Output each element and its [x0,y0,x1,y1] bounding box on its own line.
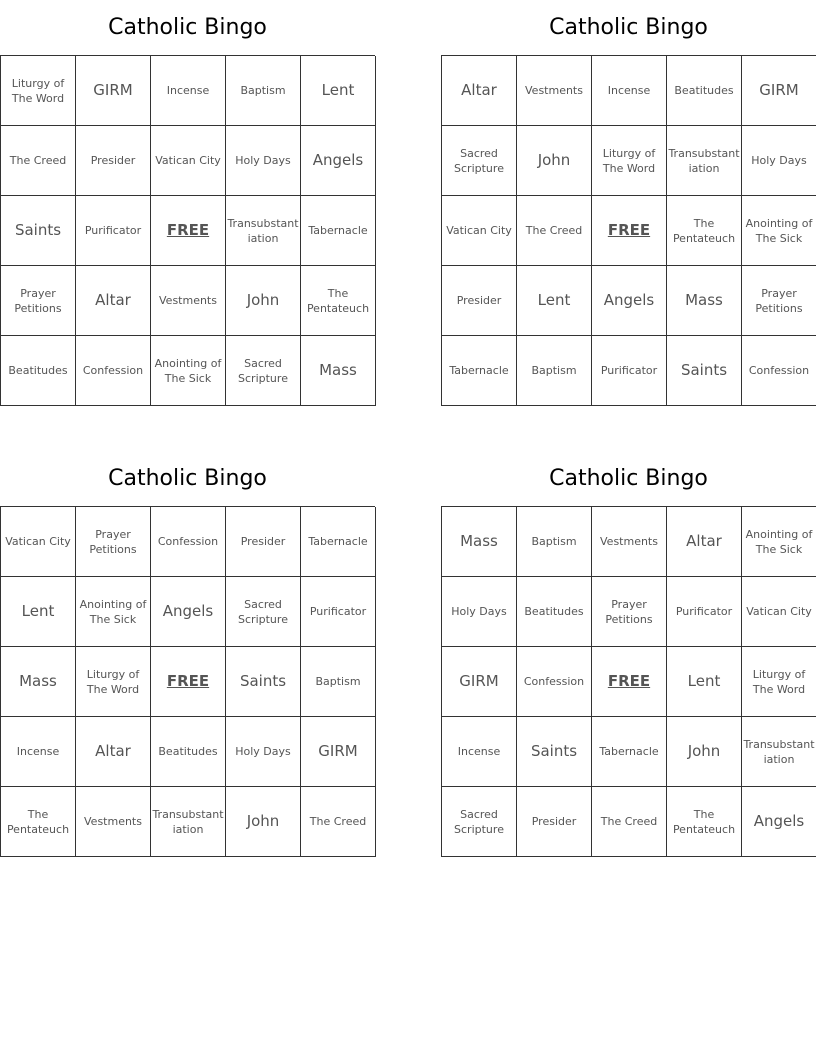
bingo-cell: Anointing of The Sick [742,196,816,266]
bingo-cell: Sacred Scripture [226,336,301,406]
bingo-cell: Vestments [151,266,226,336]
bingo-cell: Liturgy of The Word [1,56,76,126]
bingo-cell: Beatitudes [1,336,76,406]
bingo-cell: Incense [151,56,226,126]
bingo-cell: Vestments [76,787,151,857]
bingo-cell: Angels [151,577,226,647]
bingo-cell: Confession [742,336,816,406]
bingo-cell: John [667,717,742,787]
card-title: Catholic Bingo [108,15,267,40]
bingo-cell: The Pentateuch [301,266,376,336]
bingo-cell: Lent [517,266,592,336]
bingo-cell: Vestments [592,507,667,577]
bingo-cell: Holy Days [442,577,517,647]
bingo-card-1 [0,0,375,406]
bingo-cell: Transubstantiation [742,717,816,787]
bingo-cell: Saints [226,647,301,717]
bingo-cell: Sacred Scripture [226,577,301,647]
bingo-cell: Liturgy of The Word [76,647,151,717]
bingo-cell: Purificator [301,577,376,647]
bingo-card-3 [0,451,375,857]
card-title: Catholic Bingo [549,466,708,491]
bingo-cell: Vatican City [1,507,76,577]
bingo-cell: Altar [442,56,517,126]
bingo-cell: Angels [301,126,376,196]
bingo-cell: John [226,266,301,336]
bingo-cell: The Creed [592,787,667,857]
bingo-cell: Angels [592,266,667,336]
bingo-cell: Presider [517,787,592,857]
bingo-cell: Presider [442,266,517,336]
bingo-cell: Sacred Scripture [442,787,517,857]
bingo-cell: Vatican City [442,196,517,266]
bingo-cell: Confession [517,647,592,717]
bingo-cell: Purificator [667,577,742,647]
bingo-cell: Sacred Scripture [442,126,517,196]
bingo-cell: The Creed [1,126,76,196]
bingo-cell: Incense [1,717,76,787]
bingo-grid [0,506,375,857]
bingo-cell: Beatitudes [151,717,226,787]
bingo-cell: Incense [442,717,517,787]
bingo-cell: Beatitudes [667,56,742,126]
bingo-cell: Vatican City [151,126,226,196]
bingo-cell: Liturgy of The Word [742,647,816,717]
bingo-cell: Mass [1,647,76,717]
bingo-cell: Altar [76,717,151,787]
bingo-card-2 [441,0,816,406]
bingo-cell: Altar [667,507,742,577]
bingo-cell: Saints [667,336,742,406]
bingo-cell: Anointing of The Sick [76,577,151,647]
bingo-cell: Altar [76,266,151,336]
bingo-cell: The Pentateuch [1,787,76,857]
bingo-cell: Tabernacle [301,196,376,266]
bingo-cell: Mass [442,507,517,577]
bingo-cell: Holy Days [742,126,816,196]
card-title: Catholic Bingo [549,15,708,40]
bingo-cell: Mass [301,336,376,406]
bingo-cell: Baptism [517,507,592,577]
bingo-cell: Transubstantiation [151,787,226,857]
bingo-cell: Tabernacle [442,336,517,406]
bingo-cell: Vestments [517,56,592,126]
bingo-cell: Saints [1,196,76,266]
bingo-card-4 [441,451,816,857]
bingo-cell: Anointing of The Sick [151,336,226,406]
bingo-cell: Baptism [301,647,376,717]
bingo-cell: Purificator [592,336,667,406]
bingo-cell: Transubstantiation [667,126,742,196]
bingo-cell: Lent [1,577,76,647]
bingo-cell: Purificator [76,196,151,266]
bingo-cell: Saints [517,717,592,787]
bingo-cell: The Pentateuch [667,196,742,266]
bingo-cell: Tabernacle [592,717,667,787]
bingo-cell: Lent [667,647,742,717]
bingo-cell: Prayer Petitions [592,577,667,647]
bingo-cell: The Pentateuch [667,787,742,857]
bingo-cell: Baptism [226,56,301,126]
bingo-cell: GIRM [742,56,816,126]
free-space-cell: FREE [151,196,226,266]
free-space-cell: FREE [592,647,667,717]
bingo-cell: Incense [592,56,667,126]
bingo-cell: Anointing of The Sick [742,507,816,577]
bingo-cell: Transubstantiation [226,196,301,266]
bingo-cell: Liturgy of The Word [592,126,667,196]
card-title: Catholic Bingo [108,466,267,491]
bingo-cell: Angels [742,787,816,857]
bingo-cell: Holy Days [226,717,301,787]
bingo-cell: Beatitudes [517,577,592,647]
bingo-cell: Prayer Petitions [76,507,151,577]
bingo-cell: Presider [226,507,301,577]
bingo-cell: Tabernacle [301,507,376,577]
free-space-cell: FREE [592,196,667,266]
bingo-cell: Prayer Petitions [742,266,816,336]
bingo-cell: Lent [301,56,376,126]
bingo-grid [441,55,816,406]
bingo-cell: Vatican City [742,577,816,647]
bingo-cell: GIRM [442,647,517,717]
bingo-grid [441,506,816,857]
bingo-cell: Confession [76,336,151,406]
bingo-cell: The Creed [301,787,376,857]
free-space-cell: FREE [151,647,226,717]
bingo-cell: Mass [667,266,742,336]
bingo-cell: The Creed [517,196,592,266]
bingo-cell: John [226,787,301,857]
bingo-cell: Prayer Petitions [1,266,76,336]
bingo-cell: Holy Days [226,126,301,196]
bingo-cell: Baptism [517,336,592,406]
bingo-cell: Confession [151,507,226,577]
bingo-grid [0,55,375,406]
bingo-cell: Presider [76,126,151,196]
bingo-cell: John [517,126,592,196]
bingo-cell: GIRM [301,717,376,787]
bingo-cell: GIRM [76,56,151,126]
